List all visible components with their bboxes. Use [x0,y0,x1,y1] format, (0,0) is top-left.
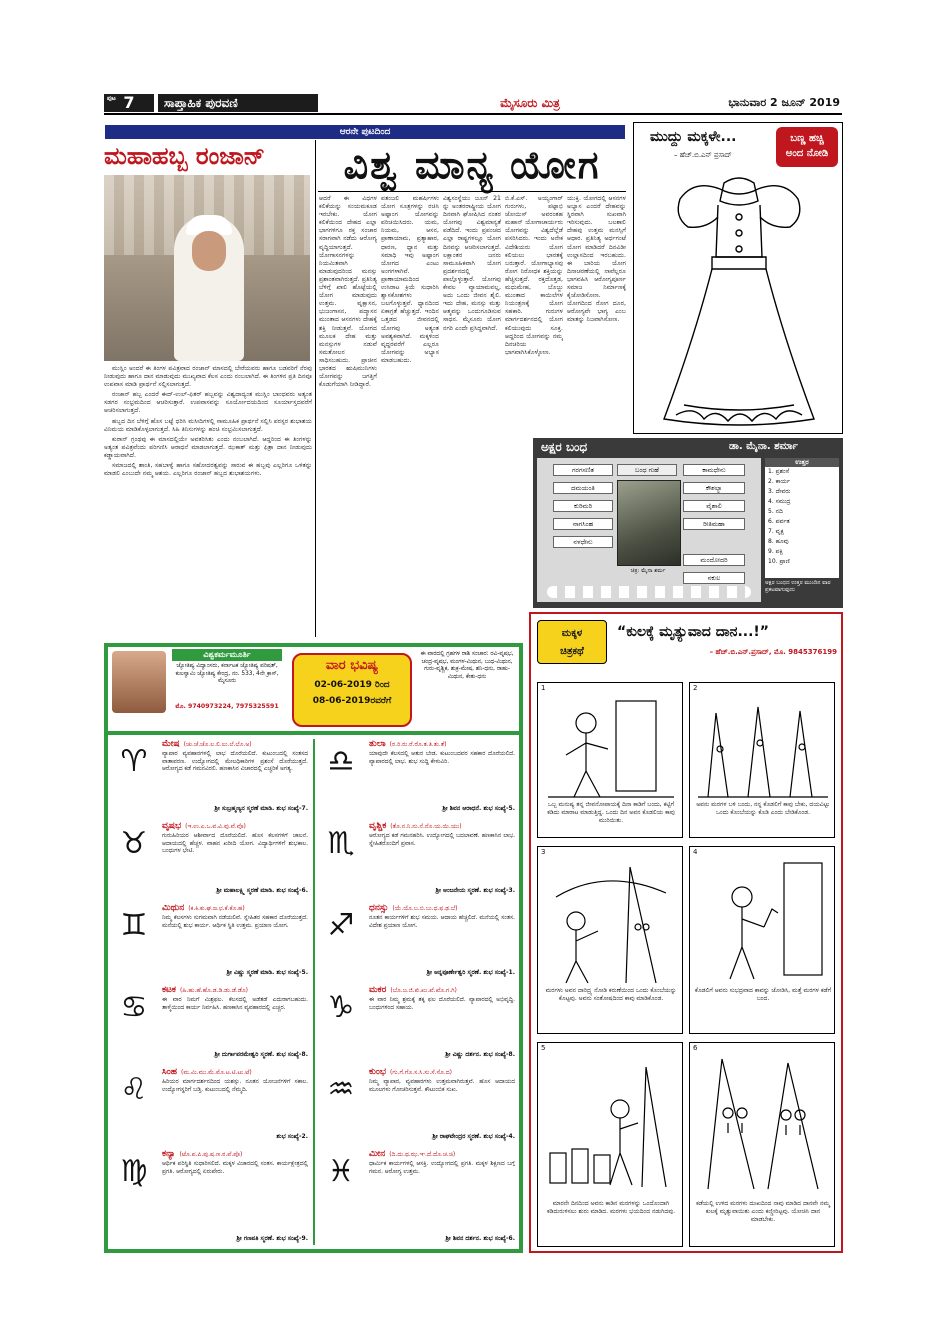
crossword-cell[interactable]: ಮಂದೋದರಿ [683,554,745,566]
horoscope-signs [108,735,519,1249]
pisces-icon: ♓ [327,1153,355,1189]
sign-name: ಕನ್ಯಾ [162,1149,176,1159]
horoscope-sign-leo: ♌ ಸಿಂಹ (ಮ.ಮಿ.ಮು.ಮೆ.ಮೊ.ಟ.ಟಿ.ಟು.ಟೆ) ಹಿರಿಯರ ಮಾರ್ಗದರ್ಶನದಿಂದ ಯಶಸ್ಸು. ನೂತನ ಯೋಜನೆಗಳಿಗೆ ಸಕಾಲ. ಉದ್ಯೋಗಸ್ಥರಿಗೆ ಬಡ್ತಿ. ಕುಟುಂಬದಲ್ಲಿ ನೆಮ್ಮದಿ. ಶುಭ ಸಂಖ್ಯೆ-2. [112,1067,308,1141]
libra-icon: ♎ [327,743,355,779]
yoga-article-title: ವಿಶ್ವ ಮಾನ್ಯ ಯೋಗ [343,143,601,187]
sign-name: ತುಲಾ [369,739,386,749]
sign-remedy: ಶ್ರೀ ಅನ್ನಪೂರ್ಣೇಶ್ವರಿ ಸ್ಮರಣೆ. ಶುಭ ಸಂಖ್ಯೆ-1. [426,969,515,976]
crossword-cell[interactable]: ಕುರಿಮರಿ [553,500,613,512]
sign-remedy: ಶ್ರೀ ಶಿವನ ದರ್ಶನ. ಶುಭ ಸಂಖ್ಯೆ-6. [445,1235,515,1242]
sign-name: ಕುಂಭ [369,1067,387,1077]
crossword-legend-item: 6. ಪರ್ವತ [768,518,790,525]
comic-section [529,612,843,1253]
sign-prediction: ಹಿರಿಯರ ಮಾರ್ಗದರ್ಶನದಿಂದ ಯಶಸ್ಸು. ನೂತನ ಯೋಜನೆಗಳಿಗೆ ಸಕಾಲ. ಉದ್ಯೋಗಸ್ಥರಿಗೆ ಬಡ್ತಿ. ಕುಟುಂಬದಲ್ಲಿ ನೆಮ್ಮದಿ. [162,1079,308,1093]
ramzan-paragraph: ಕುರಾನ್ ಗ್ರಂಥವು ಈ ಮಾಸದಲ್ಲಿಯೇ ಅವತರಿಸಿತು ಎಂದು ನಂಬಲಾಗಿದೆ. ಆದ್ದರಿಂದ ಈ ತಿಂಗಳನ್ನು ಅತ್ಯಂತ ಪವಿತ್ರವೆಂದು ಪರಿಗಣಿಸಿ ಆರಾಧನೆ ಮಾಡಲಾಗುತ್ತದೆ. ಝಕಾತ್ ಮತ್ತು ಫಿತ್ರಾ ದಾನ ನೀಡುವುದು ಕಡ್ಡಾಯವಾಗಿದೆ. [104,435,312,459]
comic-author: – ಹೆಚ್.ಬಿ.ಎನ್.ಪ್ರಸಾದ್, ಮೊ. 9845376199 [709,648,837,656]
crossword-cell[interactable]: ಗರಗಸಣಿತ [553,464,613,476]
panel-caption: ಕಡೆಯಲ್ಲಿ ಉಳಿದ ಮರಗಳು ದುಃಖದಿಂದ ನಾವು ಮಾಡಿದ ದಾನವೇ ನಮ್ಮ ಕುಲಕ್ಕೆ ಮೃತ್ಯುವಾಯಿತು ಎಂದು ಕಣ್ಣೀರಿಟ್ಟವು. ಯೋಚಿಸಿ ದಾನ ಮಾಡಬೇಕು. [696,1200,830,1223]
yoga-column-3: ವಿಶ್ವಸಂಸ್ಥೆಯು ಜೂನ್ 21 ನ್ನು ಅಂತರರಾಷ್ಟ್ರೀಯ ಯೋಗ ದಿನವಾಗಿ ಘೋಷಿಸಿದ ನಂತರ ಯೋಗವು ವಿಶ್ವಮಾನ್ಯತೆ ಪಡೆದಿದೆ. ಇಂದು ಪ್ರಪಂಚದ ಎಲ್ಲಾ ರಾಷ್ಟ್ರಗಳಲ್ಲೂ ಯೋಗ ದಿನವನ್ನು ಆಚರಿಸಲಾಗುತ್ತದೆ. ಲಕ್ಷಾಂತರ ಜನರು ಸಾಮೂಹಿಕವಾಗಿ ಯೋಗ ಪ್ರದರ್ಶನದಲ್ಲಿ ಪಾಲ್ಗೊಳ್ಳುತ್ತಾರೆ. ಯೋಗವು ಕೇವಲ ವ್ಯಾಯಾಮವಲ್ಲ, ಅದು ಒಂದು ಜೀವನ ಶೈಲಿ. ಇದು ದೇಹ, ಮನಸ್ಸು ಮತ್ತು ಆತ್ಮವನ್ನು ಒಂದುಗೂಡಿಸುವ ಸಾಧನ. ಮೈಸೂರು ಯೋಗ ನಗರಿ ಎಂದೇ ಪ್ರಸಿದ್ಧವಾಗಿದೆ. [443,195,501,332]
sign-name: ಮಕರ [369,985,387,995]
panel-caption: ಒಬ್ಬ ಮನುಷ್ಯ ತನ್ನ ಜೀವನೋಪಾಯಕ್ಕೆ ದಿನಾ ಕಾಡಿಗೆ ಬಂದು, ಕಟ್ಟಿಗೆ ಕಡಿದು ಮಾರಾಟ ಮಾಡುತ್ತಿದ್ದ. ಒಂದು ದಿನ ಅವನ ಕೊಡಲಿಯ ಕಾವು ಮುರಿಯಿತು. [547,801,675,824]
panel-caption: ಅವನು ಮರಗಳ ಬಳಿ ಬಂದು, ನನ್ನ ಕೊಡಲಿಗೆ ಕಾವು ಬೇಕು, ದಯವಿಟ್ಟು ಒಂದು ಕೊಂಬೆಯನ್ನು ಕೊಡಿ ಎಂದು ಬೇಡಿಕೊಂಡ. [696,801,830,816]
sign-remedy: ಶ್ರೀ ಮಹಾಲಕ್ಷ್ಮಿ ಸ್ಮರಣೆ ಮಾಡಿ. ಶುಭ ಸಂಖ್ಯೆ-6. [216,887,308,894]
ramzan-photo [104,175,310,361]
ramzan-paragraph: ಮುಸ್ಲಿಂ ಅಂದರೆ ಈ ತಿಂಗಳ ಪವಿತ್ರವಾದ ರಂಜಾನ್ ಮಾಸದಲ್ಲಿ ಬೇರೆಯವರು ಹಾಗೂ ಬಡವರಿಗೆ ನೆರವು ನೀಡುವುದು ಹಾಗೂ ದಾನ ಮಾಡುವುದು ಮುಖ್ಯವಾದ ಕೆಲಸ ಎಂದು ನಂಬಲಾಗಿದೆ. ಈ ತಿಂಗಳಿನ ಪ್ರತಿ ದಿನವೂ ಉಪವಾಸ ಮಾಡಿ ಪ್ರಾರ್ಥನೆ ಸಲ್ಲಿಸಲಾಗುತ್ತದೆ. [104,365,312,389]
horoscope-sign-scorpio: ♏ ವೃಶ್ಚಿಕ (ತೊ.ನ.ನಿ.ನು.ನೆ.ನೊ.ಯ.ಯಿ.ಯು) ಆರೋಗ್ಯದ ಕಡೆ ಗಮನಹರಿಸಿ. ಉದ್ಯೋಗದಲ್ಲಿ ಬದಲಾವಣೆ. ಹಣಕಾಸಿನ ಲಾಭ. ಸ್ನೇಹಿತರೊಂದಿಗೆ ಪ್ರವಾಸ. ಶ್ರೀ ಆಂಜನೇಯ ಸ್ಮರಣೆ. ಶುಭ ಸಂಖ್ಯೆ-3. [319,821,515,895]
sign-name: ಧನಸ್ಸು [369,903,389,913]
virgo-icon: ♍ [120,1153,148,1189]
crossword-legend-item: 1. ಪ್ರಶಂಸೆ [768,468,790,475]
cancer-icon: ♋ [120,989,148,1025]
crossword-legend-item: 10. ಪ್ರಾಣಿ [768,558,790,565]
yoga-column-4: ಬಿ.ಕೆ.ಎಸ್. ಅಯ್ಯಂಗಾರ್ ಗುರುಗಳು, ಪಟ್ಟಾಭಿ ಜೋಯಿಸ್ ಅವರಂತಹ ಮಹಾನ್ ಯೋಗಾಚಾರ್ಯರು ಯೋಗವನ್ನು ವಿಶ್ವದೆಲ್ಲೆಡೆ ಪಸರಿಸಿದರು. ಇಂದು ಅನೇಕ ವಿದೇಶಿಯರು ಯೋಗ ಕಲಿಯಲು ಭಾರತಕ್ಕೆ ಬರುತ್ತಾರೆ. ಯೋಗಾಭ್ಯಾಸವು ರೋಗ ನಿರೋಧಕ ಶಕ್ತಿಯನ್ನು ಹೆಚ್ಚಿಸುತ್ತದೆ. ರಕ್ತದೊತ್ತಡ, ಮಧುಮೇಹ, ಬೊಜ್ಜು ಮುಂತಾದ ಕಾಯಿಲೆಗಳ ನಿಯಂತ್ರಣಕ್ಕೆ ಯೋಗ ಸಹಕಾರಿ. ಗುರುಗಳ ಮಾರ್ಗದರ್ಶನದಲ್ಲಿ ಯೋಗ ಕಲಿಯುವುದು ಸೂಕ್ತ. ಆದ್ದರಿಂದ ಯೋಗವನ್ನು ನಮ್ಮ ದಿನಚರಿಯ ಭಾಗವಾಗಿಸಿಕೊಳ್ಳೋಣ. [505,195,563,356]
panel-number: 1 [541,684,546,692]
crossword-legend-item: 3. ದೇವರು [768,488,791,495]
crossword-cell[interactable]: ನಳಧೇನು [553,536,613,548]
paper-name: ಮೈಸೂರು ಮಿತ್ರ [500,96,560,110]
sign-name: ವೃಷಭ [162,821,182,831]
crossword-legend-item: 9. ಪಕ್ಷಿ [768,548,784,555]
astrologer-photo [112,651,166,713]
page-number: ಪುಟ 7 [104,94,154,112]
issue-date: ಭಾನುವಾರ 2 ಜೂನ್ 2019 [728,96,840,109]
planet-positions: ಈ ವಾರದಲ್ಲಿ ಗ್ರಹಗಳ ರಾಶಿ ಸಂಚಾರ: ರವಿ-ವೃಷಭ, ಚಂದ್ರ-ವೃಷಭ, ಮಂಗಳ-ಮಿಥುನ, ಬುಧ-ಮಿಥುನ, ಗುರು-ವೃಶ್ಚಿಕ, ಶುಕ್ರ-ಮೇಷ, ಶನಿ-ಧನು, ರಾಹು-ಮಿಥುನ, ಕೇತು-ಧನು [420,651,514,680]
crossword-grid [537,458,761,602]
sign-remedy: ಶ್ರೀ ಗಣಪತಿ ಸ್ಮರಣೆ. ಶುಭ ಸಂಖ್ಯೆ-9. [236,1235,308,1242]
scorpio-icon: ♏ [327,825,355,861]
astrologer-phone: ಮೊ. 9740973224, 7975325591 [175,703,279,710]
horoscope-sign-libra: ♎ ತುಲಾ (ರ.ರಿ.ರು.ರೆ.ರೊ.ತ.ತಿ.ತು.ತೆ) ಯಾವುದೇ ಕೆಲಸದಲ್ಲಿ ಆತುರ ಬೇಡ. ಕುಟುಂಬದವರ ಸಹಕಾರ ದೊರೆಯಲಿದೆ. ವ್ಯಾಪಾರದಲ್ಲಿ ಲಾಭ. ಶುಭ ಸುದ್ದಿ ಕೇಳುವಿರಿ. ಶ್ರೀ ಶಿವನ ಆರಾಧನೆ. ಶುಭ ಸಂಖ್ಯೆ-5. [319,739,515,813]
coloring-author: – ಹೆಚ್.ಬಿ.ಎನ್ ಪ್ರಸಾದ್ [674,151,732,159]
horoscope-sign-pisces: ♓ ಮೀನ (ದಿ.ದು.ಥ.ಝ.ಞ.ದೆ.ದೊ.ಚ.ಚಿ) ಧಾರ್ಮಿಕ ಕಾರ್ಯಗಳಲ್ಲಿ ಆಸಕ್ತಿ. ಉದ್ಯೋಗದಲ್ಲಿ ಪ್ರಗತಿ. ಮಕ್ಕಳ ಶಿಕ್ಷಣದ ಬಗ್ಗೆ ಗಮನ. ಆರೋಗ್ಯ ಉತ್ತಮ. ಶ್ರೀ ಶಿವನ ದರ್ಶನ. ಶುಭ ಸಂಖ್ಯೆ-6. [319,1149,515,1243]
sign-prediction: ಯಾವುದೇ ಕೆಲಸದಲ್ಲಿ ಆತುರ ಬೇಡ. ಕುಟುಂಬದವರ ಸಹಕಾರ ದೊರೆಯಲಿದೆ. ವ್ಯಾಪಾರದಲ್ಲಿ ಲಾಭ. ಶುಭ ಸುದ್ದಿ ಕೇಳುವಿರಿ. [369,751,515,765]
crossword-cell[interactable]: ವೈಶಾಲಿ [683,500,745,512]
comic-panel [689,682,835,838]
yoga-column-2: ಪತಂಜಲಿ ಮಹರ್ಷಿಗಳು ಯೋಗ ಸೂತ್ರಗಳನ್ನು ರಚಿಸಿ ಅಷ್ಟಾಂಗ ಯೋಗವನ್ನು ಪರಿಚಯಿಸಿದರು. ಯಮ, ನಿಯಮ, ಆಸನ, ಪ್ರಾಣಾಯಾಮ, ಪ್ರತ್ಯಾಹಾರ, ಧಾರಣ, ಧ್ಯಾನ ಮತ್ತು ಸಮಾಧಿ ಇವು ಅಷ್ಟಾಂಗ ಯೋಗದ ಎಂಟು ಅಂಗಗಳಾಗಿವೆ. ಪ್ರಾಣಾಯಾಮದಿಂದ ಉಸಿರಾಟ ಕ್ರಿಯೆ ಸುಧಾರಿಸಿ ಶ್ವಾಸಕೋಶಗಳು ಬಲಗೊಳ್ಳುತ್ತವೆ. ಧ್ಯಾನದಿಂದ ಏಕಾಗ್ರತೆ ಹೆಚ್ಚುತ್ತದೆ. ಇಂದಿನ ಒತ್ತಡದ ಜೀವನದಲ್ಲಿ ಯೋಗವು ಅತ್ಯಂತ ಅವಶ್ಯಕವಾಗಿದೆ. ಮಕ್ಕಳಿಂದ ವೃದ್ಧರವರೆಗೆ ಎಲ್ಲರೂ ಯೋಗವನ್ನು ಅಭ್ಯಾಸ ಮಾಡಬಹುದು. [381,195,439,364]
sign-prediction: ನಿಮ್ಮ ಕೆಲಸಗಳು ಸುಗಮವಾಗಿ ನಡೆಯಲಿವೆ. ಸ್ನೇಹಿತರ ಸಹಕಾರ ದೊರೆಯುತ್ತದೆ. ಮನೆಯಲ್ಲಿ ಶುಭ ಕಾರ್ಯ. ಆರ್ಥಿಕ ಸ್ಥಿತಿ ಉತ್ತಮ. ಪ್ರಯಾಣ ಯೋಗ. [162,915,308,929]
aquarius-icon: ♒ [327,1071,355,1107]
sign-prediction: ಈ ವಾರ ನಿಮಗೆ ಮಿಶ್ರಫಲ. ಕೆಲಸದಲ್ಲಿ ಅಡೆತಡೆ ಎದುರಾಗಬಹುದು. ತಾಳ್ಮೆಯಿಂದ ಕಾರ್ಯ ನಿರ್ವಹಿಸಿ. ಹಣಕಾಸಿನ ವ್ಯವಹಾರದಲ್ಲಿ ಎಚ್ಚರ. [162,997,308,1011]
continued-banner: ಆರನೇ ಪುಟದಿಂದ [105,125,625,139]
crossword-cell[interactable]: ದಮಯಂತಿ [553,482,613,494]
sign-remedy: ಶುಭ ಸಂಖ್ಯೆ-2. [276,1133,308,1140]
crossword-cell[interactable]: ನಕುಲ [683,572,745,584]
crossword-center-label: ಬಂಧ ಗುಹೆ [617,464,677,476]
sign-prediction: ಗುರುಹಿರಿಯರ ಆಶೀರ್ವಾದ ದೊರೆಯಲಿದೆ. ಹೊಸ ಕೆಲಸಗಳಿಗೆ ಚಾಲನೆ. ಆದಾಯದಲ್ಲಿ ಹೆಚ್ಚಳ. ವಾಹನ ಖರೀದಿ ಯೋಗ. ವಿದ್ಯಾರ್ಥಿಗಳಿಗೆ ಶುಭಕಾಲ. ಬಂಧುಗಳ ಭೇಟಿ. [162,833,308,855]
crossword-legend-item: 4. ಸಮುದ್ರ [768,498,791,505]
panel-caption: ಕೊಡಲಿಗೆ ಅವನು ಸುಭದ್ರವಾದ ಕಾವನ್ನು ಜೋಡಿಸಿ, ಮತ್ತೆ ಮರಗಳ ಕಡೆಗೆ ಬಂದ. [694,987,832,1002]
ramzan-paragraph: ರಂಜಾನ್ ಹಬ್ಬ ಎಂದರೆ ಈದ್-ಉಲ್-ಫಿತರ್ ಹಬ್ಬವನ್ನು ವಿಶ್ವದಾದ್ಯಂತ ಮುಸ್ಲಿಂ ಬಾಂಧವರು ಅತ್ಯಂತ ಸಡಗರ ಸಂಭ್ರಮದಿಂದ ಆಚರಿಸುತ್ತಾರೆ. ಉಪವಾಸವನ್ನು ಸೂರ್ಯೋದಯದಿಂದ ಸೂರ್ಯಾಸ್ತದವರೆಗೆ ಆಚರಿಸಲಾಗುತ್ತದೆ. [104,391,312,415]
coloring-title: ಮುದ್ದು ಮಕ್ಕಳೇ... [650,129,737,145]
crossword-cell[interactable]: ನಾಗಸಿಂಹ [553,518,613,530]
crossword-legend-item: 7. ವೃಕ್ಷ [768,528,784,535]
crossword-note: ಅಕ್ಷರ ಬಂಧದ ಉತ್ತರ ಮುಂದಿನ ವಾರ ಪ್ರಕಟವಾಗುವುದು [765,580,831,593]
taurus-icon: ♉ [120,825,148,861]
coloring-badge: ಬಣ್ಣ ಹಚ್ಚಿ ಅಂದ ನೋಡಿ [776,127,838,167]
sign-prediction: ಧಾರ್ಮಿಕ ಕಾರ್ಯಗಳಲ್ಲಿ ಆಸಕ್ತಿ. ಉದ್ಯೋಗದಲ್ಲಿ ಪ್ರಗತಿ. ಮಕ್ಕಳ ಶಿಕ್ಷಣದ ಬಗ್ಗೆ ಗಮನ. ಆರೋಗ್ಯ ಉತ್ತಮ. [369,1161,515,1175]
crossword-author: ಡಾ. ಮೈನಾ. ಶರ್ಮಾ [729,441,798,452]
crossword-box [533,438,843,608]
weekly-horoscope-box [292,653,412,727]
crossword-legend-item: 2. ಕಾರ್ಯ [768,478,790,485]
tree-giving-branch-drawing [546,857,676,987]
panel-number: 4 [693,848,698,856]
sign-name: ವೃಶ್ಚಿಕ [369,821,387,831]
crossword-circles [547,586,751,598]
crossword-cell[interactable]: ರೀತಿಮಹಾ [683,518,745,530]
ramzan-paragraph: ಸಮಾಜದಲ್ಲಿ ಶಾಂತಿ, ಸಹಬಾಳ್ವೆ ಹಾಗೂ ಸಹೋದರತ್ವವನ್ನು ಸಾರುವ ಈ ಹಬ್ಬವು ಎಲ್ಲರಿಗೂ ಒಳಿತನ್ನು ಮಾಡಲಿ ಎಂಬುದೇ ನಮ್ಮ ಆಶಯ. ಎಲ್ಲರಿಗೂ ರಂಜಾನ್ ಹಬ್ಬದ ಶುಭಾಶಯಗಳು. [104,462,312,478]
horoscope-sign-capricorn: ♑ ಮಕರ (ಬೊ.ಜ.ಜಿ.ಖಿ.ಖು.ಖೆ.ಖೊ.ಗ.ಗಿ) ಈ ವಾರ ನಿಮ್ಮ ಶ್ರಮಕ್ಕೆ ತಕ್ಕ ಫಲ ದೊರೆಯಲಿದೆ. ವ್ಯಾಪಾರದಲ್ಲಿ ಅಭಿವೃದ್ಧಿ. ಬಂಧುಗಳಿಂದ ಸಹಾಯ. ಶ್ರೀ ವಿಷ್ಣು ದರ್ಶನ. ಶುಭ ಸಂಖ್ಯೆ-8. [319,985,515,1059]
sign-prediction: ನಿಮ್ಮ ವ್ಯಾಪಾರ, ವ್ಯವಹಾರಗಳು ಉತ್ತಮವಾಗಿರುತ್ತವೆ. ಹೊಸ ಆದಾಯದ ಮೂಲಗಳು ಗೋಚರಿಸುತ್ತವೆ. ಕೌಟುಂಬಿಕ ಸುಖ. [369,1079,515,1093]
sign-prediction: ನೂತನ ಕಾರ್ಯಗಳಿಗೆ ಶುಭ ಸಮಯ. ಆದಾಯ ಹೆಚ್ಚಲಿದೆ. ಮನೆಯಲ್ಲಿ ಸಂತಸ. ವಿದೇಶ ಪ್ರಯಾಣ ಯೋಗ. [369,915,515,929]
panel-number: 5 [541,1044,546,1052]
horoscope-sign-gemini: ♊ ಮಿಥುನ (ಕ.ಕಿ.ಕು.ಘ.ಙ.ಛ.ಕೆ.ಕೊ.ಹ) ನಿಮ್ಮ ಕೆಲಸಗಳು ಸುಗಮವಾಗಿ ನಡೆಯಲಿವೆ. ಸ್ನೇಹಿತರ ಸಹಕಾರ ದೊರೆಯುತ್ತದೆ. ಮನೆಯಲ್ಲಿ ಶುಭ ಕಾರ್ಯ. ಆರ್ಥಿಕ ಸ್ಥಿತಿ ಉತ್ತಮ. ಪ್ರಯಾಣ ಯೋಗ. ಶ್ರೀ ವಿಷ್ಣು ಸ್ಮರಣೆ ಮಾಡಿ. ಶುಭ ಸಂಖ್ಯೆ-5. [112,903,308,977]
cutting-trees-drawing [546,1053,676,1193]
sign-name: ಕಟಕ [162,985,176,995]
panel-caption: ಮಾರನೇ ದಿನದಿಂದ ಅವನು ಕಾಡಿನ ಮರಗಳನ್ನು ಒಂದೊಂದಾಗಿ ಕಡಿದುರುಳಿಸಲು ಶುರು ಮಾಡಿದ. ಮರಗಳು ಭಯದಿಂದ ನಡುಗಿದವು. [546,1200,676,1215]
crossword-legend-item: 5. ನದಿ [768,508,783,515]
horoscope-sign-aries: ♈ ಮೇಷ (ಚು.ಚೆ.ಚೊ.ಲ.ಲಿ.ಲು.ಲೆ.ಲೊ.ಅ) ವ್ಯಾಪಾರ ವ್ಯವಹಾರಗಳಲ್ಲಿ ಲಾಭ ದೊರೆಯಲಿದೆ. ಕುಟುಂಬದಲ್ಲಿ ಸಂತಸದ ವಾತಾವರಣ. ಉದ್ಯೋಗದಲ್ಲಿ ಮೇಲಧಿಕಾರಿಗಳ ಪ್ರಶಂಸೆ ದೊರೆಯುತ್ತದೆ. ಆರೋಗ್ಯದ ಕಡೆ ಗಮನವಿರಲಿ. ಹಣಕಾಸಿನ ವಿಚಾರದಲ್ಲಿ ಎಚ್ಚರಿಕೆ ಅಗತ್ಯ. ಶ್ರೀ ಸುಬ್ರಹ್ಮಣ್ಯನ ಸ್ಮರಣೆ ಮಾಡಿ. ಶುಭ ಸಂಖ್ಯೆ-7. [112,739,308,813]
comic-panel [537,846,683,1034]
comic-panel [689,846,835,1034]
column-divider [315,140,316,637]
talking-trees-drawing [698,693,828,803]
crossword-photo [617,480,681,566]
panel-number: 3 [541,848,546,856]
horoscope-from-date: 02-06-2019 ರಿಂದ [314,680,390,690]
sign-remedy: ಶ್ರೀ ವಿಷ್ಣು ದರ್ಶನ. ಶುಭ ಸಂಖ್ಯೆ-8. [445,1051,515,1058]
ramzan-article-title: ಮಹಾಹಬ್ಬ ರಂಜಾನ್ [104,142,265,170]
comic-panel [689,1042,835,1247]
sign-remedy: ಶ್ರೀ ಆಂಜನೇಯ ಸ್ಮರಣೆ. ಶುಭ ಸಂಖ್ಯೆ-3. [435,887,515,894]
horoscope-sign-cancer: ♋ ಕಟಕ (ಹಿ.ಹು.ಹೆ.ಹೊ.ಡ.ಡಿ.ಡು.ಡೆ.ಡೊ) ಈ ವಾರ ನಿಮಗೆ ಮಿಶ್ರಫಲ. ಕೆಲಸದಲ್ಲಿ ಅಡೆತಡೆ ಎದುರಾಗಬಹುದು. ತಾಳ್ಮೆಯಿಂದ ಕಾರ್ಯ ನಿರ್ವಹಿಸಿ. ಹಣಕಾಸಿನ ವ್ಯವಹಾರದಲ್ಲಿ ಎಚ್ಚರ. ಶ್ರೀ ದುರ್ಗಾಪರಮೇಶ್ವರಿ ಸ್ಮರಣೆ. ಶುಭ ಸಂಖ್ಯೆ-8. [112,985,308,1059]
horoscope-section [104,643,523,1253]
panel-number: 2 [693,684,698,692]
capricorn-icon: ♑ [327,989,355,1025]
aries-icon: ♈ [120,743,148,779]
sign-prediction: ವ್ಯಾಪಾರ ವ್ಯವಹಾರಗಳಲ್ಲಿ ಲಾಭ ದೊರೆಯಲಿದೆ. ಕುಟುಂಬದಲ್ಲಿ ಸಂತಸದ ವಾತಾವರಣ. ಉದ್ಯೋಗದಲ್ಲಿ ಮೇಲಧಿಕಾರಿಗಳ ಪ್ರಶಂಸೆ ದೊರೆಯುತ್ತದೆ. ಆರೋಗ್ಯದ ಕಡೆ ಗಮನವಿರಲಿ. ಹಣಕಾಸಿನ ವಿಚಾರದಲ್ಲಿ ಎಚ್ಚರಿಕೆ ಅಗತ್ಯ. [162,751,308,773]
horoscope-header [108,647,519,731]
section-name: ಸಾಪ್ತಾಹಿಕ ಪುರವಣಿ [158,94,318,112]
astrologer-name: ವಿಶ್ವಕರ್ಮಮೂರ್ತಿ [172,649,282,661]
yoga-column-5b: ಯುಕ್ತಿ. ಯೋಗದಲ್ಲಿ ಆಸನಗಳ ಅಭ್ಯಾಸ ಎಂದರೆ ದೇಹವನ್ನು ಸ್ಥಿರವಾಗಿ ಸುಖವಾಗಿ ಇರಿಸುವುದು. ಬಲಶಾಲಿ ದೇಹವು ಉತ್ತಮ ಮನಸ್ಸಿಗೆ ಆಧಾರ. ಪ್ರತಿನಿತ್ಯ ಅರ್ಧಗಂಟೆ ಯೋಗ ಮಾಡಿದರೆ ದಿನವಿಡೀ ಉಲ್ಲಾಸದಿಂದ ಇರಬಹುದು. ಈ ಬಾರಿಯ ಯೋಗ ದಿನಾಚರಣೆಯಲ್ಲಿ ನಾವೆಲ್ಲರೂ ಭಾಗವಹಿಸಿ ಆರೋಗ್ಯಪೂರ್ಣ ಸಮಾಜ ನಿರ್ಮಾಣಕ್ಕೆ ಕೈಜೋಡಿಸೋಣ. ಯೋಗದಿಂದ ರೋಗ ದೂರ, ಆರೋಗ್ಯವೇ ಭಾಗ್ಯ ಎಂಬ ಮಾತನ್ನು ನಿಜವಾಗಿಸೋಣ. [567,195,626,324]
crossword-legend [765,458,839,578]
crossword-photo-caption: ಚಿತ್ರ: ಮೈನಾ ಶರ್ಮ [630,568,666,574]
sagittarius-icon: ♐ [327,907,355,943]
comic-title: “ಕುಲಕ್ಕೆ ಮೃತ್ಯುವಾದ ದಾನ...!” [617,624,770,640]
sign-remedy: ಶ್ರೀ ಸುಬ್ರಹ್ಮಣ್ಯನ ಸ್ಮರಣೆ ಮಾಡಿ. ಶುಭ ಸಂಖ್ಯೆ-7. [214,805,308,812]
panel-caption: ಮರಗಳು ಅವನ ದಾರಿದ್ರ್ಯ ನೋಡಿ ಕರುಣೆಯಿಂದ ಒಂದು ಕೊಂಬೆಯನ್ನು ಕೊಟ್ಟವು. ಅವನು ಸಂತೋಷದಿಂದ ಕಾವು ಮಾಡಿಕೊಂಡ. [545,987,677,1002]
sign-name: ಮಿಥುನ [162,903,185,913]
yoga-column-1: ಆದರೆ ಈ ವಿಧಗಳ ಕಲಿಕೆಯನ್ನು ಸಂಯಮಕೂಡ ಇರಬೇಕು. ಯೋಗ ಕಲಿಕೆಯಿಂದ ದೇಹದ ಎಲ್ಲಾ ಭಾಗಗಳಿಗೂ ರಕ್ತ ಸಂಚಾರ ಸರಾಗವಾಗಿ ನಡೆದು ಆರೋಗ್ಯ ವೃದ್ಧಿಯಾಗುತ್ತದೆ. ಯೋಗಾಸನಗಳನ್ನು ನಿಯಮಿತವಾಗಿ ಮಾಡುವುದರಿಂದ ಮನಸ್ಸು ಪ್ರಶಾಂತವಾಗಿರುತ್ತದೆ. ಪ್ರತಿನಿತ್ಯ ಬೆಳಿಗ್ಗೆ ಖಾಲಿ ಹೊಟ್ಟೆಯಲ್ಲಿ ಯೋಗ ಮಾಡುವುದು ಉತ್ತಮ. ವೃಕ್ಷಾಸನ, ಭುಜಂಗಾಸನ, ಪದ್ಮಾಸನ ಮುಂತಾದ ಆಸನಗಳು ದೇಹಕ್ಕೆ ಶಕ್ತಿ ನೀಡುತ್ತವೆ. ಯೋಗದ ಮೂಲಕ ದೇಹ ಮತ್ತು ಮನಸ್ಸುಗಳ ನಡುವೆ ಸಮತೋಲನ ಸಾಧಿಸಬಹುದು. ಪ್ರಾಚೀನ ಭಾರತದ ಋಷಿಮುನಿಗಳು ಯೋಗವನ್ನು ಜಗತ್ತಿಗೆ ಕೊಡುಗೆಯಾಗಿ ನೀಡಿದ್ದಾರೆ. [319,195,377,389]
ramzan-article-body [104,365,312,637]
horoscope-column-divider [313,739,315,1245]
sign-remedy: ಶ್ರೀ ದುರ್ಗಾಪರಮೇಶ್ವರಿ ಸ್ಮರಣೆ. ಶುಭ ಸಂಖ್ಯೆ-8. [214,1051,308,1058]
leo-icon: ♌ [120,1071,148,1107]
horoscope-sign-virgo: ♍ ಕನ್ಯಾ (ಟೊ.ಪ.ಪಿ.ಪು.ಷ.ಣ.ಠ.ಪೆ.ಪೊ) ಆರ್ಥಿಕ ಪರಿಸ್ಥಿತಿ ಸುಧಾರಿಸಲಿದೆ. ಮಕ್ಕಳ ವಿಚಾರದಲ್ಲಿ ಸಂತಸ. ಕಾರ್ಯಕ್ಷೇತ್ರದಲ್ಲಿ ಪ್ರಗತಿ. ಆರೋಗ್ಯದಲ್ಲಿ ಏರುಪೇರು. ಶ್ರೀ ಗಣಪತಿ ಸ್ಮರಣೆ. ಶುಭ ಸಂಖ್ಯೆ-9. [112,1149,308,1243]
sign-remedy: ಶ್ರೀ ವಿಷ್ಣು ಸ್ಮರಣೆ ಮಾಡಿ. ಶುಭ ಸಂಖ್ಯೆ-5. [226,969,308,976]
horoscope-sign-sagittarius: ♐ ಧನಸ್ಸು (ಯೆ.ಯೊ.ಬ.ಬಿ.ಬು.ಧ.ಫ.ಢ.ಬೆ) ನೂತನ ಕಾರ್ಯಗಳಿಗೆ ಶುಭ ಸಮಯ. ಆದಾಯ ಹೆಚ್ಚಲಿದೆ. ಮನೆಯಲ್ಲಿ ಸಂತಸ. ವಿದೇಶ ಪ್ರಯಾಣ ಯೋಗ. ಶ್ರೀ ಅನ್ನಪೂರ್ಣೇಶ್ವರಿ ಸ್ಮರಣೆ. ಶುಭ ಸಂಖ್ಯೆ-1. [319,903,515,977]
horoscope-to-date: 08-06-2019ರವರೆಗೆ [312,696,392,706]
crossword-legend-title: ಉತ್ತರ [765,458,839,467]
fixing-axe-drawing [698,857,828,987]
comic-panel [537,682,683,838]
crying-trees-drawing [698,1053,828,1193]
sign-remedy: ಶ್ರೀ ರಾಘವೇಂದ್ರರ ಸ್ಮರಣೆ. ಶುಭ ಸಂಖ್ಯೆ-4. [432,1133,515,1140]
panel-number: 6 [693,1044,698,1052]
sign-prediction: ಆರೋಗ್ಯದ ಕಡೆ ಗಮನಹರಿಸಿ. ಉದ್ಯೋಗದಲ್ಲಿ ಬದಲಾವಣೆ. ಹಣಕಾಸಿನ ಲಾಭ. ಸ್ನೇಹಿತರೊಂದಿಗೆ ಪ್ರವಾಸ. [369,833,515,847]
sign-name: ಮೀನ [369,1149,386,1159]
title-underline [318,191,626,192]
comic-badge: ಮಕ್ಕಳ ಚಿತ್ರಕಥೆ [537,620,607,664]
weekly-horoscope-title: ವಾರ ಭವಿಷ್ಯ [325,658,379,673]
crossword-cell[interactable]: ಕಾಮಧೇನು [683,464,745,476]
sign-prediction: ಆರ್ಥಿಕ ಪರಿಸ್ಥಿತಿ ಸುಧಾರಿಸಲಿದೆ. ಮಕ್ಕಳ ವಿಚಾರದಲ್ಲಿ ಸಂತಸ. ಕಾರ್ಯಕ್ಷೇತ್ರದಲ್ಲಿ ಪ್ರಗತಿ. ಆರೋಗ್ಯದಲ್ಲಿ ಏರುಪೇರು. [162,1161,308,1175]
ramzan-paragraph: ಹಬ್ಬದ ದಿನ ಬೆಳಿಗ್ಗೆ ಹೊಸ ಬಟ್ಟೆ ಧರಿಸಿ ಮಸೀದಿಗಳಲ್ಲಿ ಸಾಮೂಹಿಕ ಪ್ರಾರ್ಥನೆ ಸಲ್ಲಿಸಿ ಪರಸ್ಪರ ಶುಭಾಶಯ ವಿನಿಮಯ ಮಾಡಿಕೊಳ್ಳಲಾಗುತ್ತದೆ. ಸಿಹಿ ತಿನಿಸುಗಳನ್ನು ಹಂಚಿ ಸಂಭ್ರಮಿಸಲಾಗುತ್ತದೆ. [104,417,312,433]
sign-name: ಮೇಷ [162,739,180,749]
sign-prediction: ಈ ವಾರ ನಿಮ್ಮ ಶ್ರಮಕ್ಕೆ ತಕ್ಕ ಫಲ ದೊರೆಯಲಿದೆ. ವ್ಯಾಪಾರದಲ್ಲಿ ಅಭಿವೃದ್ಧಿ. ಬಂಧುಗಳಿಂದ ಸಹಾಯ. [369,997,515,1011]
crossword-title: ಅಕ್ಷರ ಬಂಧ [541,440,588,454]
horoscope-sign-aquarius: ♒ ಕುಂಭ (ಗು.ಗೆ.ಗೊ.ಸ.ಸಿ.ಸು.ಸೆ.ಸೊ.ದ) ನಿಮ್ಮ ವ್ಯಾಪಾರ, ವ್ಯವಹಾರಗಳು ಉತ್ತಮವಾಗಿರುತ್ತವೆ. ಹೊಸ ಆದಾಯದ ಮೂಲಗಳು ಗೋಚರಿಸುತ್ತವೆ. ಕೌಟುಂಬಿಕ ಸುಖ. ಶ್ರೀ ರಾಘವೇಂದ್ರರ ಸ್ಮರಣೆ. ಶುಭ ಸಂಖ್ಯೆ-4. [319,1067,515,1141]
crossword-legend-item: 8. ಹೂವು [768,538,789,545]
sign-remedy: ಶ್ರೀ ಶಿವನ ಆರಾಧನೆ. ಶುಭ ಸಂಖ್ಯೆ-5. [442,805,515,812]
crossword-cell[interactable]: ಕೌಶಲ್ಯಾ [683,482,745,494]
horoscope-sign-taurus: ♉ ವೃಷಭ (ಇ.ಉ.ಎ.ಒ.ವ.ವಿ.ವು.ವೆ.ವೊ) ಗುರುಹಿರಿಯರ ಆಶೀರ್ವಾದ ದೊರೆಯಲಿದೆ. ಹೊಸ ಕೆಲಸಗಳಿಗೆ ಚಾಲನೆ. ಆದಾಯದಲ್ಲಿ ಹೆಚ್ಚಳ. ವಾಹನ ಖರೀದಿ ಯೋಗ. ವಿದ್ಯಾರ್ಥಿಗಳಿಗೆ ಶುಭಕಾಲ. ಬಂಧುಗಳ ಭೇಟಿ. ಶ್ರೀ ಮಹಾಲಕ್ಷ್ಮಿ ಸ್ಮರಣೆ ಮಾಡಿ. ಶುಭ ಸಂಖ್ಯೆ-6. [112,821,308,895]
astrologer-details: ಜ್ಯೋತಿಷ್ಯ ವಿದ್ವಾಂಸರು, ಕರ್ನಾಟಕ ಜ್ಯೋತಿಷ್ಯ ಪರಿಷತ್, ಕುಲಸ್ವಾಮಿ ಜ್ಯೋತಿಷ್ಯ ಕೇಂದ್ರ, ನಂ. 533, 4ನೇ ಕ್ರಾಸ್, ಮೈಸೂರು [175,663,279,684]
gemini-icon: ♊ [120,907,148,943]
dress-outline-drawing [654,169,824,431]
comic-panel [537,1042,683,1247]
coloring-box [633,122,843,434]
sign-name: ಸಿಂಹ [162,1067,178,1077]
woodcutter-drawing [546,693,676,803]
